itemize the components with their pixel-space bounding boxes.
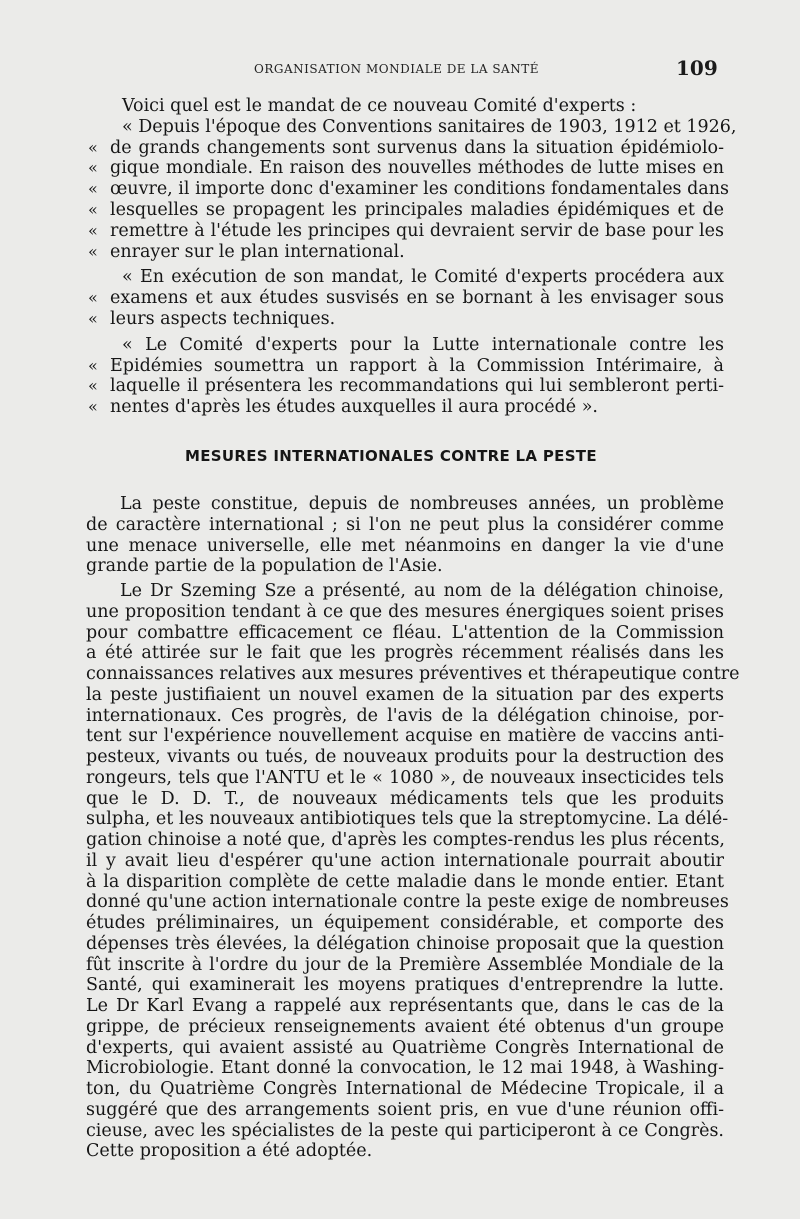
text-line: « Depuis l'époque des Conventions sanitaires de 1903, 1912 et 1926, xyxy=(122,116,737,137)
text-line: « œuvre, il importe donc d'examiner les conditions fondamentales dans xyxy=(88,179,729,200)
section-title: MESURES INTERNATIONALES CONTRE LA PESTE xyxy=(185,447,597,465)
page-number: 109 xyxy=(676,56,718,80)
text-line: Le Dr Karl Evang a rappelé aux représentants que, dans le cas de la xyxy=(86,996,724,1016)
guillemet: « xyxy=(88,199,98,219)
text-line: connaissances relatives aux mesures préventives et thérapeutique contre xyxy=(86,664,740,684)
quote-paragraph-2 xyxy=(88,267,724,329)
mandate-quote xyxy=(88,96,737,418)
text-line: « lesquelles se propagent les principales maladies épidémiques et de xyxy=(88,199,724,220)
text-line: « gique mondiale. En raison des nouvelles méthodes de lutte mises en xyxy=(88,158,724,179)
quote-paragraph-1 xyxy=(88,116,737,263)
text-line: sulpha, et les nouveaux antibiotiques tels que la streptomycine. La délé- xyxy=(86,809,729,830)
guillemet: « xyxy=(88,288,98,308)
text-line: « Le Comité d'experts pour la Lutte internationale contre les xyxy=(122,334,724,355)
guillemet: « xyxy=(88,355,98,375)
text-line: Le Dr Szeming Sze a présenté, au nom de la délégation chinoise, xyxy=(120,581,724,601)
guillemet: « xyxy=(88,158,98,178)
guillemet: « xyxy=(88,376,98,396)
text-line: « laquelle il présentera les recommandations qui lui sembleront perti- xyxy=(88,376,724,397)
text-line: « En exécution de son mandat, le Comité d'experts procédera aux xyxy=(122,267,724,288)
guillemet: « xyxy=(88,308,98,328)
guillemet: « xyxy=(88,241,98,261)
text-line: que le D. D. T., de nouveaux médicaments tels que les produits xyxy=(86,788,724,809)
text-line: rongeurs, tels que l'ANTU et le « 1080 », de nouveaux insecticides tels xyxy=(86,767,724,788)
text-line: fût inscrite à l'ordre du jour de la Première Assemblée Mondiale de la xyxy=(86,954,724,975)
intro-line: Voici quel est le mandat de ce nouveau Comité d'experts : xyxy=(122,96,637,116)
text-line: une proposition tendant à ce que des mesures énergiques soient prises xyxy=(86,601,724,622)
text-line: ton, du Quatrième Congrès International de Médecine Tropicale, il a xyxy=(86,1079,724,1099)
body-paragraph-2 xyxy=(86,581,740,1162)
text-line: « examens et aux études susvisés en se bornant à les envisager sous xyxy=(88,288,724,309)
text-line: suggéré que des arrangements soient pris, en vue d'une réunion offi- xyxy=(86,1099,724,1120)
text-line: dépenses très élevées, la délégation chinoise proposait que la question xyxy=(86,933,724,954)
text-line: cieuse, avec les spécialistes de la peste qui participeront à ce Congrès. xyxy=(86,1120,724,1141)
text-line: une menace universelle, elle met néanmoins en danger la vie d'une xyxy=(86,535,724,556)
body-paragraph-1 xyxy=(86,494,724,577)
text-line: Santé, qui examinerait les moyens pratiques d'entreprendre la lutte. xyxy=(86,975,724,996)
guillemet: « xyxy=(88,220,98,240)
text-line: grande partie de la population de l'Asie. xyxy=(86,556,443,577)
guillemet: « xyxy=(88,397,98,417)
text-line: pesteux, vivants ou tués, de nouveaux produits pour la destruction des xyxy=(86,747,724,767)
text-line: internationaux. Ces progrès, de l'avis de la délégation chinoise, por- xyxy=(86,705,724,726)
text-line: « leurs aspects techniques. xyxy=(88,308,336,329)
text-line: « enrayer sur le plan international. xyxy=(88,241,405,262)
text-line: de caractère international ; si l'on ne peut plus la considérer comme xyxy=(86,514,724,535)
guillemet: « xyxy=(88,137,98,157)
text-line: « nentes d'après les études auxquelles il aura procédé ». xyxy=(88,397,598,418)
text-line: « Epidémies soumettra un rapport à la Commission Intérimaire, à xyxy=(88,355,724,376)
text-line: La peste constitue, depuis de nombreuses années, un problème xyxy=(120,494,724,514)
section-body xyxy=(86,494,740,1162)
text-line: la peste justifiaient un nouvel examen de la situation par des experts xyxy=(86,684,724,705)
text-line: gation chinoise a noté que, d'après les comptes-rendus les plus récents, xyxy=(86,830,725,850)
text-line: à la disparition complète de cette maladie dans le monde entier. Etant xyxy=(86,871,724,892)
text-line: « de grands changements sont survenus dans la situation épidémiolo- xyxy=(88,137,724,158)
guillemet: « xyxy=(88,179,98,199)
text-line: d'experts, qui avaient assisté au Quatrième Congrès International de xyxy=(86,1037,724,1058)
text-line: grippe, de précieux renseignements avaient été obtenus d'un groupe xyxy=(86,1016,724,1037)
text-line: pour combattre efficacement ce fléau. L'attention de la Commission xyxy=(86,622,724,643)
text-line: donné qu'une action internationale contre la peste exige de nombreuses xyxy=(86,892,729,913)
quote-paragraph-3 xyxy=(88,335,724,418)
text-line: études préliminaires, un équipement considérable, et comporte des xyxy=(86,913,724,933)
text-line: « remettre à l'étude les principes qui devraient servir de base pour les xyxy=(88,220,724,241)
running-head: ORGANISATION MONDIALE DE LA SANTÉ xyxy=(254,62,539,76)
text-line: a été attirée sur le fait que les progrès récemment réalisés dans les xyxy=(86,643,724,664)
text-line: tent sur l'expérience nouvellement acquise en matière de vaccins anti- xyxy=(86,726,724,747)
text-line: Cette proposition a été adoptée. xyxy=(86,1141,373,1162)
text-line: Microbiologie. Etant donné la convocation, le 12 mai 1948, à Washing- xyxy=(86,1058,724,1079)
text-line: il y avait lieu d'espérer qu'une action internationale pourrait aboutir xyxy=(86,850,724,871)
